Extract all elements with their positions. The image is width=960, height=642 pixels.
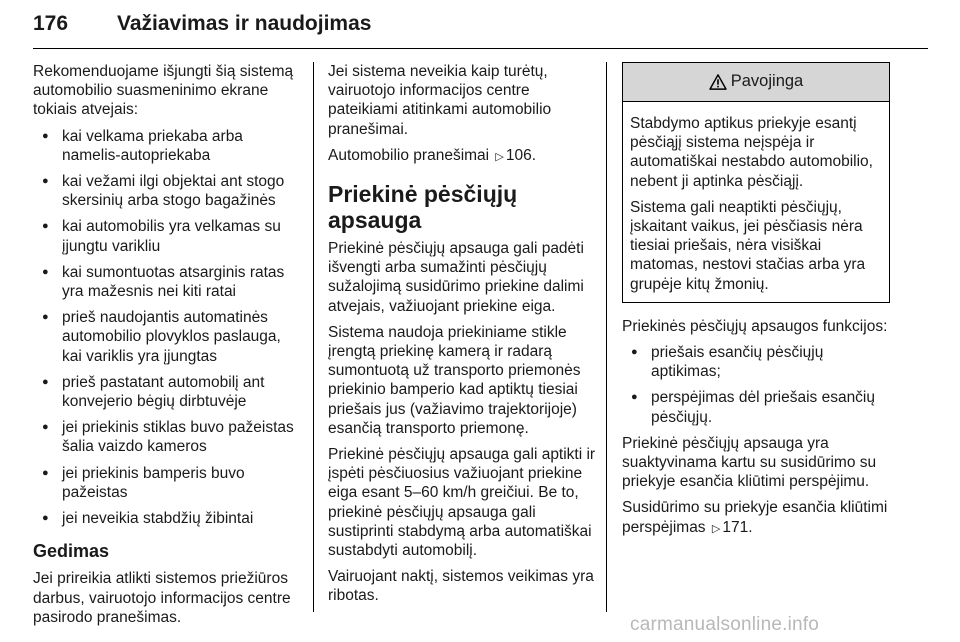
ref-page: 171. bbox=[722, 518, 753, 536]
list-item: ● perspėjimas dėl priešais esančių pėsčiųjų. bbox=[622, 388, 890, 426]
column-divider bbox=[606, 62, 607, 612]
warning-paragraph: Stabdymo aptikus priekyje esantį pėsčiąjį sistema neįspėja ir automatiškai nestabdo automobilio, nebent ji aptinka pėsčiąjį. bbox=[630, 115, 873, 190]
cross-reference[interactable] bbox=[328, 146, 596, 167]
warning-body bbox=[623, 102, 889, 302]
warning-box bbox=[622, 62, 890, 303]
functions-list bbox=[622, 343, 890, 427]
paragraph: Sistema naudoja priekiniame stikle įrengtą priekinę kamerą ir radarą sumontuotą už transporto priemonės priekinio bamperio kad aptiktų tiesiai priešais jus (važiavimo trajektorijoje) esančią transporto priemonę. bbox=[328, 323, 581, 437]
page-number: 176 bbox=[33, 12, 69, 35]
paragraph: Priekinė pėsčiųjų apsauga yra suaktyvinama kartu su susidūrimo su priekyje esančia kliūtimi perspėjimu. bbox=[622, 434, 877, 491]
list-item: ● kai vežami ilgi objektai ant stogo skersinių arba stogo bagažinės bbox=[33, 172, 301, 210]
paragraph: Vairuojant naktį, sistemos veikimas yra ribotas. bbox=[328, 568, 594, 605]
warning-header bbox=[623, 63, 889, 102]
column-2 bbox=[328, 62, 596, 613]
list-item: ● kai velkama priekaba arba namelis-autopriekaba bbox=[33, 127, 301, 165]
watermark: carmanualsonline.info bbox=[630, 614, 820, 635]
chapter-title: Važiavimas ir naudojimas bbox=[117, 12, 372, 35]
list-item: ● jei priekinis bamperis buvo pažeistas bbox=[33, 464, 301, 502]
column-divider bbox=[313, 62, 314, 612]
fault-heading: Gedimas bbox=[33, 541, 110, 562]
cross-reference[interactable] bbox=[622, 498, 890, 538]
ref-page: 106. bbox=[505, 146, 537, 164]
ref-text: Susidūrimo su priekyje esančia kliūtimi perspėjimas bbox=[622, 499, 888, 536]
paragraph: Priekinės pėsčiųjų apsaugos funkcijos: bbox=[622, 317, 888, 335]
list-item: ● prieš pastatant automobilį ant konvejerio bėgių dirbtuvėje bbox=[33, 373, 301, 411]
section-heading: Priekinė pėsčiųjų apsauga bbox=[328, 181, 518, 234]
list-item: ● prieš naudojantis automatinės automobilio plovyklos paslauga, kai variklis yra įjungtas bbox=[33, 308, 301, 366]
list-item: ● jei priekinis stiklas buvo pažeistas šalia vaizdo kameros bbox=[33, 418, 301, 456]
ref-text: Automobilio pranešimai bbox=[328, 146, 490, 164]
triangle-right-icon: ▷ bbox=[495, 150, 504, 163]
warning-paragraph: Sistema gali neaptikti pėsčiųjų, įskaitant vaikus, jei pėsčiasis nėra tiesiai priešais, nėra visiškai matomas, nestovi stačias arba yra grupėje kitų žmonių. bbox=[630, 198, 866, 293]
intro-paragraph: Rekomenduojame išjungti šią sistemą automobilio suasmeninimo ekrane tokiais atvejais: bbox=[33, 63, 294, 119]
warning-triangle-icon bbox=[709, 74, 727, 90]
paragraph: Jei sistema neveikia kaip turėtų, vairuotojo informacijos centre pateikiami atitinkami automobilio pranešimai. bbox=[328, 63, 552, 138]
column-3 bbox=[622, 62, 890, 546]
page-header bbox=[33, 8, 928, 49]
list-item: ● jei neveikia stabdžių žibintai bbox=[33, 509, 301, 528]
disable-conditions-list bbox=[33, 127, 301, 529]
fault-paragraph: Jei prireikia atlikti sistemos priežiūros darbus, vairuotojo informacijos centre pasirodo pranešimas. bbox=[33, 570, 291, 626]
list-item: ● kai automobilis yra velkamas su įjungtu varikliu bbox=[33, 217, 301, 255]
list-item: ● kai sumontuotas atsarginis ratas yra mažesnis nei kiti ratai bbox=[33, 263, 301, 301]
paragraph: Priekinė pėsčiųjų apsauga gali padėti išvengti arba sumažinti pėsčiųjų sužalojimą susidūrimo priekine dalimi atvejais, važiuojant priekine eiga. bbox=[328, 240, 584, 315]
warning-title: Pavojinga bbox=[730, 72, 804, 91]
triangle-right-icon: ▷ bbox=[711, 522, 721, 535]
list-item: ● priešais esančių pėsčiųjų aptikimas; bbox=[622, 343, 890, 381]
column-1 bbox=[33, 62, 301, 634]
paragraph: Priekinė pėsčiųjų apsauga gali aptikti ir įspėti pėsčiuosius važiuojant priekine eiga esant 5–60 km/h greičiui. Be to, priekinė pėsčiųjų apsauga gali sustiprinti stabdymą arba automatiškai sustabdyti automobilį. bbox=[328, 446, 596, 560]
